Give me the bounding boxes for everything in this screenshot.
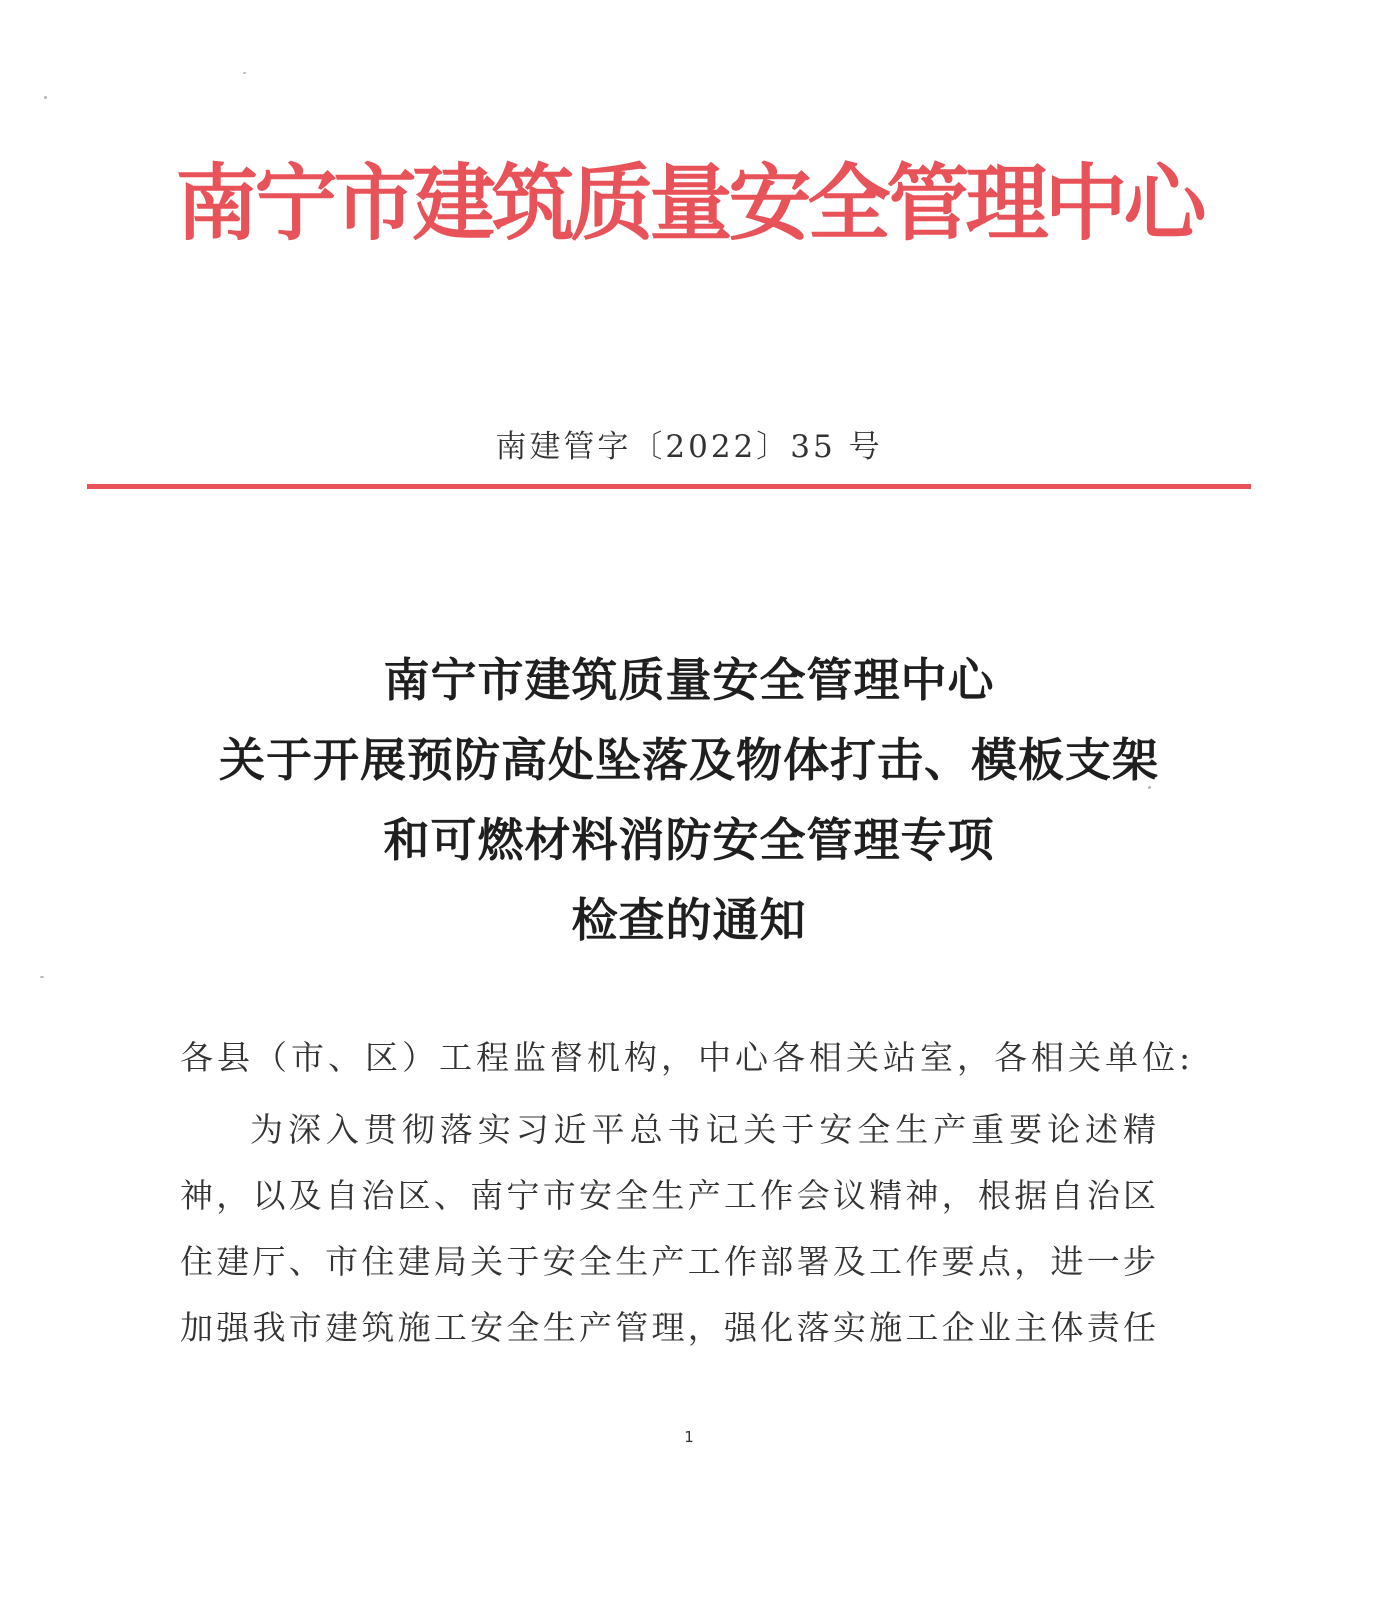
title-line: 关于开展预防高处坠落及物体打击、模板支架 <box>219 733 1159 787</box>
salutation: 各县（市、区）工程监督机构，中心各相关站室，各相关单位: <box>180 1038 1195 1077</box>
red-separator-line <box>87 484 1251 489</box>
body-line: 为深入贯彻落实习近平总书记关于安全生产重要论述精 <box>250 1110 1156 1149</box>
title-line: 南宁市建筑质量安全管理中心 <box>383 653 995 707</box>
document-number: 南建管字〔2022〕35 号 <box>495 429 883 465</box>
body-line: 加强我市建筑施工安全生产管理，强化落实施工企业主体责任 <box>180 1308 1156 1347</box>
scan-speck <box>44 96 47 99</box>
title-line: 和可燃材料消防安全管理专项 <box>383 813 995 867</box>
title-line: 检查的通知 <box>571 893 807 947</box>
scan-speck <box>40 976 44 978</box>
notice-title <box>100 640 1278 960</box>
body-paragraph <box>180 1097 1156 1361</box>
body-line: 神，以及自治区、南宁市安全生产工作会议精神，根据自治区 <box>180 1176 1156 1215</box>
body-line: 住建厅、市住建局关于安全生产工作部署及工作要点，进一步 <box>180 1242 1156 1281</box>
scan-speck <box>243 72 246 74</box>
issuer-masthead: 南宁市建筑质量安全管理中心 <box>175 154 1203 252</box>
page-number: 1 <box>684 1428 694 1446</box>
